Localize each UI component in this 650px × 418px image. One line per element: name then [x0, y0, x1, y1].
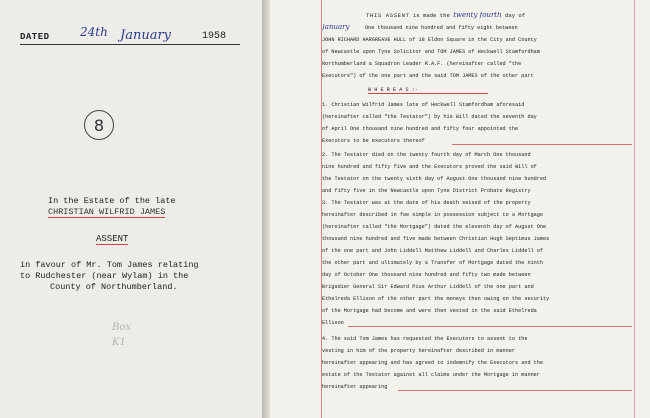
fill-line	[398, 390, 632, 391]
clause-line: vesting in him of the property hereinafter described in manner	[322, 348, 516, 354]
binding-gutter	[262, 0, 270, 418]
clause-line: Brigadier General Sir Edward Pius Arthur Liddell of the one part and	[322, 284, 534, 290]
line1-rest: One thousand nine hundred and fifty eight between	[365, 25, 518, 31]
clause-line: 2. The Testator died on the twenty fourth day of March One thousand	[322, 152, 531, 158]
pencil-note-1: Box	[112, 322, 132, 333]
estate-line1: In the Estate of the late	[48, 196, 176, 206]
clause-line: thousand nine hundred and five made between Christian Hugh Septimus James	[322, 236, 550, 242]
clause-line: 4. The said Tom James has requested the Executors to assent to the	[322, 336, 528, 342]
circled-number: 8	[84, 110, 114, 140]
clause-line: hereinafter appearing	[322, 384, 388, 390]
assent-heading: THIS ASSENT	[366, 12, 410, 19]
hand-day: twenty fourth	[453, 12, 502, 19]
clause-line: hereinafter appearing and has agreed to indemnify the Executors and the	[322, 360, 544, 366]
clause-line: and fifty five in the Newcastle upon Tyne District Probate Registry	[322, 188, 531, 194]
margin-rule-right	[634, 0, 635, 418]
hand-month: January	[322, 24, 350, 31]
clause-line: of April One thousand nine hundred and fifty four appointed the	[322, 126, 519, 132]
clause-line: estate of the Testator against all claims under the Mortgage in manner	[322, 372, 540, 378]
favour-line3: County of Northumberland.	[50, 282, 178, 292]
clause-line: (hereinafter called "the Mortgage") dated the eleventh day of August One	[322, 224, 547, 230]
left-page	[0, 0, 262, 418]
party-line-3: Northumberland a Squadron Leader R.A.F. (hereinafter called "the	[322, 61, 522, 67]
day-word: day of	[504, 12, 526, 19]
clause-line: 3. The Testator was at the date of his death seised of the property	[322, 200, 531, 206]
clause-line: day of October One thousand nine hundred and fifty two made between	[322, 272, 531, 278]
clause-line: the Testator on the twenty sixth day of August One thousand nine hundred	[322, 176, 547, 182]
pencil-note-2: K1	[112, 337, 126, 348]
party-line-4: Executors") of the one part and the said TOM JAMES of the other part	[322, 73, 534, 79]
assent-title: ASSENT	[96, 234, 129, 244]
clause-line: Ellison	[322, 320, 344, 326]
opening-line	[366, 12, 636, 19]
clause-line: nine hundred and fifty five and the Executors proved the said Will of	[322, 164, 537, 170]
fill-line	[348, 326, 632, 327]
party-line-1: JOHN RICHARD HARGREAVE HULL of 18 Eldon Square in the City and County	[322, 37, 537, 43]
clause-line: (hereinafter called "the Testator") by his Will dated the seventh day	[322, 114, 537, 120]
dated-rule	[20, 44, 240, 45]
clause-line: hereinafter described in fee simple in possession subject to a Mortgage	[322, 212, 544, 218]
dated-month: January	[120, 28, 172, 43]
opening-line-2	[322, 24, 634, 31]
favour-line1: in favour of Mr. Tom James relating	[20, 260, 199, 270]
clause-line: 1. Christian Wilfrid James late of Heckwell Stamfordham aforesaid	[322, 102, 525, 108]
party-line-2: of Newcastle upon Tyne Solicitor and TOM JAMES of Heckwell Stamfordham	[322, 49, 540, 55]
dated-year: 1958	[202, 31, 227, 42]
made-text: is made the	[412, 12, 450, 19]
clause-line: the other part and ultimately by a Transfer of Mortgage dated the ninth	[322, 260, 544, 266]
favour-line2: to Rudchester (near Wylam) in the	[20, 271, 189, 281]
whereas-heading: W H E R E A S :-	[368, 87, 488, 94]
dated-label: DATED	[20, 32, 50, 42]
fill-line	[452, 144, 632, 145]
clause-line: of the Mortgage had become and were then vested in the said Ethelreda	[322, 308, 537, 314]
clause-line: Executors to be executors thereof	[322, 138, 425, 144]
estate-line2: CHRISTIAN WILFRID JAMES	[48, 207, 166, 217]
dated-day: 24th	[80, 25, 108, 39]
clause-line: Ethelreda Ellison of the other part the moneys then owing on the security	[322, 296, 550, 302]
clause-line: of the one part and John Liddell Matthew Liddell and Charles Liddell of	[322, 248, 544, 254]
